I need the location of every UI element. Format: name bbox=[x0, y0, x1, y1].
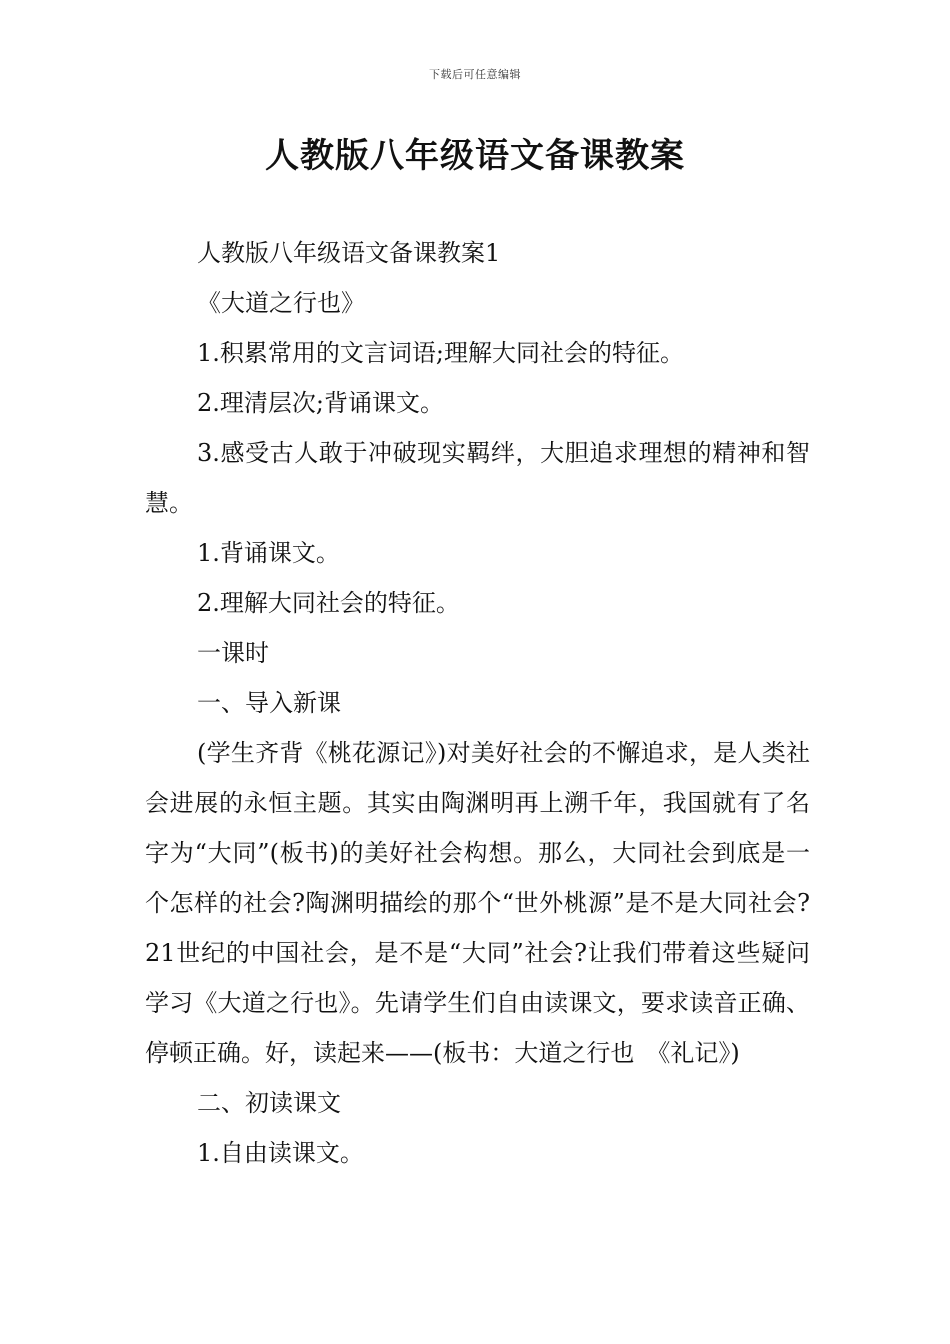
section-1-heading: 一、导入新课 bbox=[197, 689, 341, 717]
section-2-heading: 二、初读课文 bbox=[197, 1089, 341, 1117]
intro-paragraph: (学生齐背《桃花源记》)对美好社会的不懈追求，是人类社会进展的永恒主题。其实由陶渊明再上溯千年，我国就有了名字为“大同”(板书)的美好社会构想。那么，大同社会到底是一个怎样的社会?陶渊明描绘的那个“世外桃源”是不是大同社会?21世纪的中国社会，是不是“大同”社会?让我们带着这些疑问学习《大道之行也》。先请学生们自由读课文，要求读音正确、停顿正确。好，读起来——(板书：大道之行也 《礼记》) bbox=[145, 739, 810, 1067]
header-note: 下载后可任意编辑 bbox=[429, 68, 521, 81]
lesson-title-line: 《大道之行也》 bbox=[197, 289, 365, 317]
subtitle-line: 人教版八年级语文备课教案1 bbox=[197, 239, 501, 267]
document-body bbox=[145, 228, 810, 1178]
step-1-line: 1.自由读课文。 bbox=[197, 1139, 364, 1167]
key-1-line: 1.背诵课文。 bbox=[197, 539, 340, 567]
goal-1-line: 1.积累常用的文言词语;理解大同社会的特征。 bbox=[197, 339, 684, 367]
goal-2-line: 2.理清层次;背诵课文。 bbox=[197, 389, 444, 417]
key-2-line: 2.理解大同社会的特征。 bbox=[197, 589, 460, 617]
period-line: 一课时 bbox=[197, 639, 269, 667]
document-title: 人教版八年级语文备课教案 bbox=[265, 136, 685, 176]
goal-3-paragraph: 3.感受古人敢于冲破现实羁绊，大胆追求理想的精神和智慧。 bbox=[145, 439, 810, 517]
